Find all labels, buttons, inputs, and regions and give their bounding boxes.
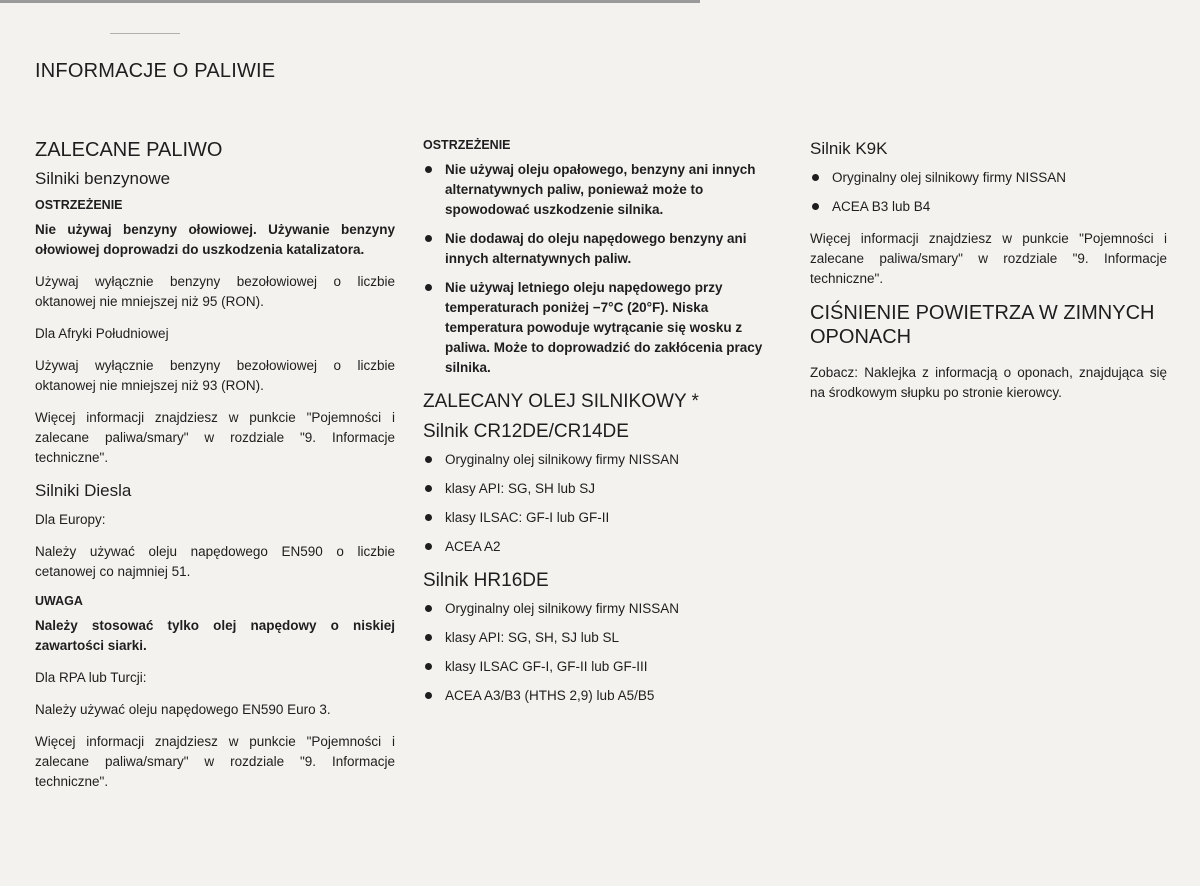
diesel-region-rpa: Dla RPA lub Turcji: xyxy=(35,670,147,685)
engine-k9k-list xyxy=(810,168,1167,217)
warning-item: Nie dodawaj do oleju napędowego benzyny ani innych alternatywnych paliw. xyxy=(423,229,781,269)
warning-text-leaded: Nie używaj benzyny ołowiowej. Używanie benzyny ołowiowej doprowadzi do uszkodzenia katalizatora. xyxy=(35,222,395,257)
engine-k9k-more-info: Więcej informacji znajdziesz w punkcie "Pojemności i zalecane paliwa/smary" w rozdziale "9. Informacje techniczne". xyxy=(810,231,1167,286)
subsection-title-petrol: Silniki benzynowe xyxy=(35,169,171,188)
petrol-paragraph-95: Używaj wyłącznie benzyny bezołowiowej o liczbie oktanowej nie mniejszej niż 95 (RON). xyxy=(35,274,395,309)
warning-item: Nie używaj oleju opałowego, benzyny ani innych alternatywnych paliw, ponieważ może to spowodować uszkodzenie silnika. xyxy=(423,160,781,220)
list-item: Oryginalny olej silnikowy firmy NISSAN xyxy=(423,450,781,470)
page-title: INFORMACJE O PALIWIE xyxy=(35,60,276,82)
petrol-more-info: Więcej informacji znajdziesz w punkcie "Pojemności i zalecane paliwa/smary" w rozdziale "9. Informacje techniczne". xyxy=(35,410,395,465)
diesel-paragraph-euro3: Należy używać oleju napędowego EN590 Euro 3. xyxy=(35,702,331,717)
engine-cr12de-list xyxy=(423,450,781,557)
top-rule-short xyxy=(110,33,180,34)
section-title-recommended-fuel: ZALECANE PALIWO xyxy=(35,139,223,161)
petrol-paragraph-93: Używaj wyłącznie benzyny bezołowiowej o liczbie oktanowej nie mniejszej niż 93 (RON). xyxy=(35,358,395,393)
warning-label: OSTRZEŻENIE xyxy=(423,138,511,152)
diesel-region-europe: Dla Europy: xyxy=(35,512,106,527)
list-item: ACEA A2 xyxy=(423,537,781,557)
diesel-paragraph-en590: Należy używać oleju napędowego EN590 o liczbie cetanowej co najmniej 51. xyxy=(35,544,395,579)
list-item: klasy API: SG, SH lub SJ xyxy=(423,479,781,499)
warning-item: Nie używaj letniego oleju napędowego przy temperaturach poniżej −7°C (20°F). Niska temperatura powoduje wytrącanie się wosku z paliwa. Może to doprowadzić do zakłócenia pracy silnika. xyxy=(423,278,781,378)
tire-pressure-text: Zobacz: Naklejka z informacją o oponach, znajdująca się na środkowym słupku po stronie kierowcy. xyxy=(810,365,1167,400)
section-title-tire-pressure: CIŚNIENIE POWIETRZA W ZIMNYCH OPONACH xyxy=(810,302,1155,348)
list-item: Oryginalny olej silnikowy firmy NISSAN xyxy=(423,599,781,619)
list-item: ACEA B3 lub B4 xyxy=(810,197,1167,217)
column-middle xyxy=(423,138,781,718)
section-title-engine-oil: ZALECANY OLEJ SILNIKOWY * xyxy=(423,391,699,412)
list-item: klasy ILSAC: GF-I lub GF-II xyxy=(423,508,781,528)
warning-label: OSTRZEŻENIE xyxy=(35,198,123,212)
diesel-more-info: Więcej informacji znajdziesz w punkcie "Pojemności i zalecane paliwa/smary" w rozdziale "9. Informacje techniczne". xyxy=(35,734,395,789)
column-left xyxy=(35,138,395,804)
warning-list xyxy=(423,160,781,378)
engine-title-cr12de: Silnik CR12DE/CR14DE xyxy=(423,421,629,442)
note-label: UWAGA xyxy=(35,594,83,608)
list-item: Oryginalny olej silnikowy firmy NISSAN xyxy=(810,168,1167,188)
top-rule xyxy=(0,0,700,3)
list-item: ACEA A3/B3 (HTHS 2,9) lub A5/B5 xyxy=(423,686,781,706)
engine-hr16de-list xyxy=(423,599,781,706)
list-item: klasy API: SG, SH, SJ lub SL xyxy=(423,628,781,648)
petrol-region-africa: Dla Afryki Południowej xyxy=(35,326,169,341)
subsection-title-diesel: Silniki Diesla xyxy=(35,481,132,500)
engine-title-hr16de: Silnik HR16DE xyxy=(423,570,549,591)
list-item: klasy ILSAC GF-I, GF-II lub GF-III xyxy=(423,657,781,677)
column-right xyxy=(810,138,1167,415)
engine-title-k9k: Silnik K9K xyxy=(810,139,888,158)
note-text-sulfur: Należy stosować tylko olej napędowy o niskiej zawartości siarki. xyxy=(35,618,395,653)
